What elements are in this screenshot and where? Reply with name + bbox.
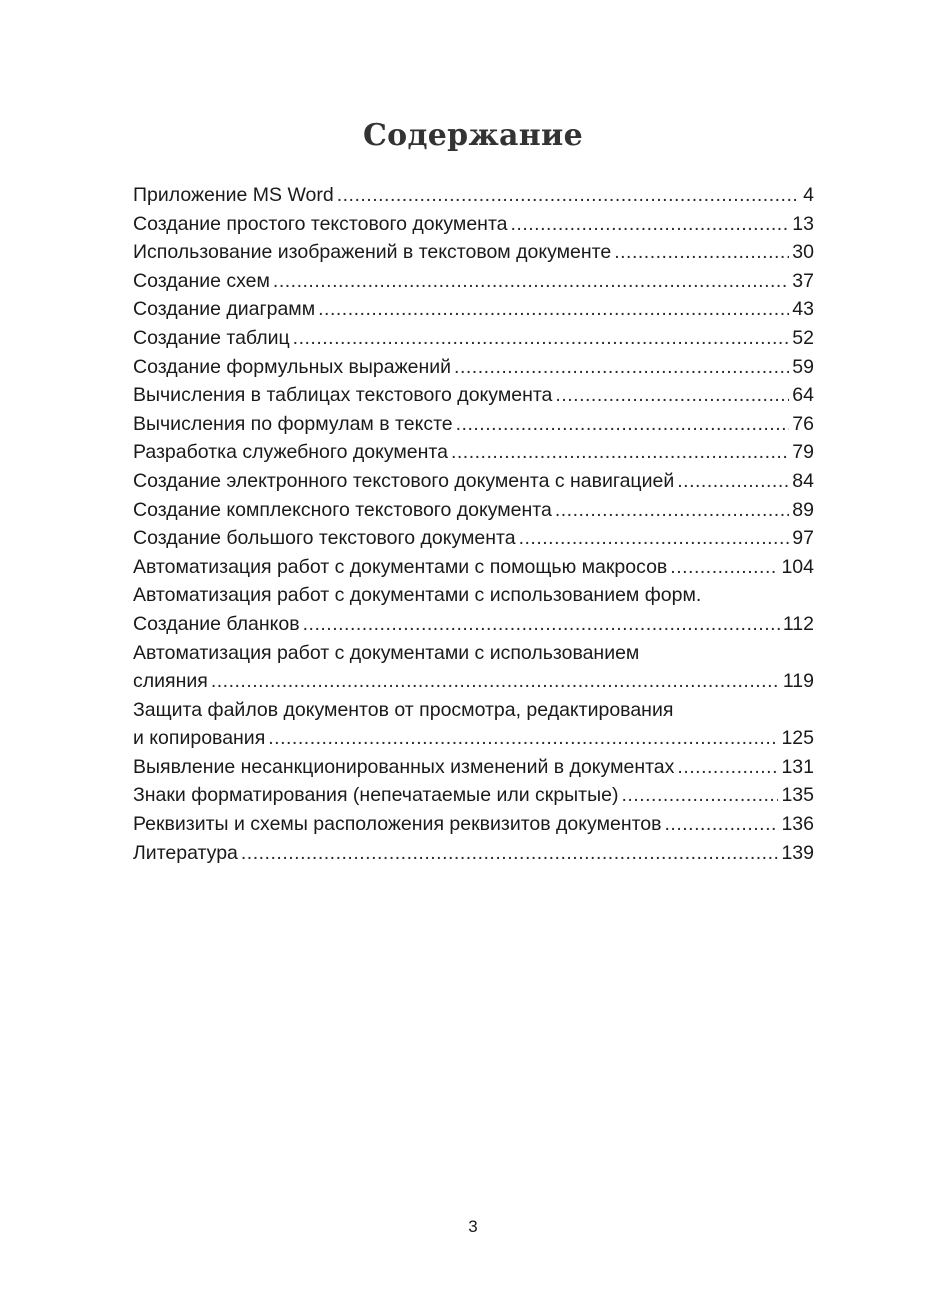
toc-entry-title: Автоматизация работ с документами с помощью макросов: [133, 555, 668, 578]
toc-entry-line: [133, 410, 814, 439]
toc-entry-title: Создание электронного текстового документа с навигацией: [133, 469, 675, 492]
toc-entry-title: Использование изображений в текстовом документе: [133, 241, 612, 264]
toc-entry-title: Создание простого текстового документа: [133, 212, 508, 235]
dot-leader: [451, 438, 789, 467]
toc-entry[interactable]: [133, 781, 814, 810]
page-title: Содержание: [363, 118, 583, 153]
toc-entry-title: Создание бланков: [133, 612, 300, 635]
dot-leader: [454, 353, 789, 382]
toc-entry-line: [133, 467, 814, 496]
toc-entry-page: 119: [782, 670, 814, 693]
toc-entry[interactable]: [133, 581, 814, 638]
toc-entry-page: 135: [781, 784, 814, 807]
toc-entry-line: [133, 353, 814, 382]
toc-entry[interactable]: [133, 181, 814, 210]
dot-leader: [670, 553, 778, 582]
toc-entry-page: 136: [781, 813, 814, 836]
toc-entry[interactable]: [133, 353, 814, 382]
toc-entry-title: Защита файлов документов от просмотра, редактирования: [133, 698, 674, 721]
dot-leader: [273, 267, 789, 296]
toc-entry-page: 131: [781, 755, 814, 778]
toc-entry-page: 52: [792, 326, 814, 349]
toc-entry-page: 112: [782, 612, 814, 635]
toc-entry-title: Создание большого текстового документа: [133, 527, 516, 550]
toc-entry-page: 97: [792, 527, 814, 550]
toc-entry[interactable]: [133, 438, 814, 467]
toc-entry-title: Разработка служебного документа: [133, 441, 448, 464]
toc-entry-line: [133, 324, 814, 353]
dot-leader: [621, 781, 778, 810]
toc-entry-page: 59: [792, 355, 814, 378]
dot-leader: [677, 753, 778, 782]
toc-entry-page: 37: [792, 269, 814, 292]
dot-leader: [293, 324, 790, 353]
toc-entry[interactable]: [133, 810, 814, 839]
dot-leader: [614, 238, 789, 267]
toc-entry-line-wrapped: [133, 639, 814, 668]
dot-leader: [677, 467, 789, 496]
toc-entry[interactable]: [133, 696, 814, 753]
toc-entry-title: Знаки форматирования (непечатаемые или скрытые): [133, 784, 619, 807]
toc-entry-line: [133, 810, 814, 839]
toc-entry-line: [133, 839, 814, 868]
page-number: 3: [468, 1217, 478, 1236]
toc-entry-line: [133, 438, 814, 467]
toc-entry-line: [133, 724, 814, 753]
toc-entry[interactable]: [133, 238, 814, 267]
toc-entry-line-wrapped: [133, 696, 814, 725]
toc-entry[interactable]: [133, 496, 814, 525]
toc-entry-line: [133, 610, 814, 639]
toc-entry-title: Приложение MS Word: [133, 184, 334, 206]
toc-entry-line: [133, 267, 814, 296]
toc-entry[interactable]: [133, 381, 814, 410]
toc-entry-title: и копирования: [133, 727, 266, 750]
toc-entry[interactable]: [133, 524, 814, 553]
dot-leader: [303, 610, 780, 639]
toc-entry-title: Автоматизация работ с документами с использованием форм.: [133, 584, 702, 607]
toc-entry-line: [133, 553, 814, 582]
toc-entry[interactable]: [133, 324, 814, 353]
toc-entry-line: [133, 753, 814, 782]
dot-leader: [456, 410, 790, 439]
toc-entry-title: Литература: [133, 841, 238, 864]
toc-entry[interactable]: [133, 467, 814, 496]
toc-entry[interactable]: [133, 839, 814, 868]
dot-leader: [555, 496, 789, 525]
toc-entry[interactable]: [133, 639, 814, 696]
toc-entry-title: Вычисления по формулам в тексте: [133, 412, 453, 435]
toc-entry-line: [133, 781, 814, 810]
toc-entry-page: 84: [792, 469, 814, 492]
dot-leader: [318, 295, 789, 324]
toc-entry[interactable]: [133, 295, 814, 324]
toc-entry-title: Реквизиты и схемы расположения реквизитов документов: [133, 813, 662, 836]
dot-leader: [665, 810, 779, 839]
toc-entry[interactable]: [133, 553, 814, 582]
toc-entry-page: 79: [792, 441, 814, 464]
toc-entry[interactable]: [133, 410, 814, 439]
toc-entry-page: 4: [803, 184, 814, 206]
toc-entry-line: [133, 295, 814, 324]
dot-leader: [337, 181, 800, 210]
toc-entry[interactable]: [133, 210, 814, 239]
toc-entry-page: 30: [792, 241, 814, 264]
toc-entry-title: Создание таблиц: [133, 326, 290, 349]
toc-entry-page: 64: [792, 384, 814, 407]
toc-entry-line: [133, 667, 814, 696]
toc-entry-page: 125: [781, 727, 814, 750]
toc-entry-title: Создание схем: [133, 269, 270, 292]
toc-entry-title: Создание диаграмм: [133, 298, 316, 321]
toc-entry-title: Создание комплексного текстового документа: [133, 498, 552, 521]
toc-entry-line-wrapped: [133, 581, 814, 610]
table-of-contents: [133, 181, 814, 867]
toc-entry-page: 43: [792, 298, 814, 321]
dot-leader: [268, 724, 778, 753]
toc-entry-line: [133, 238, 814, 267]
toc-entry-line: [133, 496, 814, 525]
toc-entry-page: 13: [792, 212, 814, 235]
toc-entry-line: [133, 210, 814, 239]
toc-entry-title: Вычисления в таблицах текстового документа: [133, 384, 553, 407]
toc-entry-line: [133, 181, 814, 210]
toc-entry-page: 89: [792, 498, 814, 521]
dot-leader: [511, 210, 790, 239]
dot-leader: [555, 381, 789, 410]
toc-entry-title: Выявление несанкционированных изменений в документах: [133, 755, 675, 778]
toc-entry-page: 104: [781, 555, 814, 578]
dot-leader: [519, 524, 790, 553]
dot-leader: [211, 667, 780, 696]
toc-entry-line: [133, 524, 814, 553]
toc-entry-line: [133, 381, 814, 410]
toc-entry-title: Создание формульных выражений: [133, 355, 452, 378]
toc-entry-page: 139: [781, 841, 814, 864]
toc-entry[interactable]: [133, 753, 814, 782]
dot-leader: [241, 839, 779, 868]
toc-entry[interactable]: [133, 267, 814, 296]
toc-entry-title: слияния: [133, 670, 208, 693]
toc-entry-title: Автоматизация работ с документами с использованием: [133, 641, 640, 664]
toc-entry-page: 76: [792, 412, 814, 435]
